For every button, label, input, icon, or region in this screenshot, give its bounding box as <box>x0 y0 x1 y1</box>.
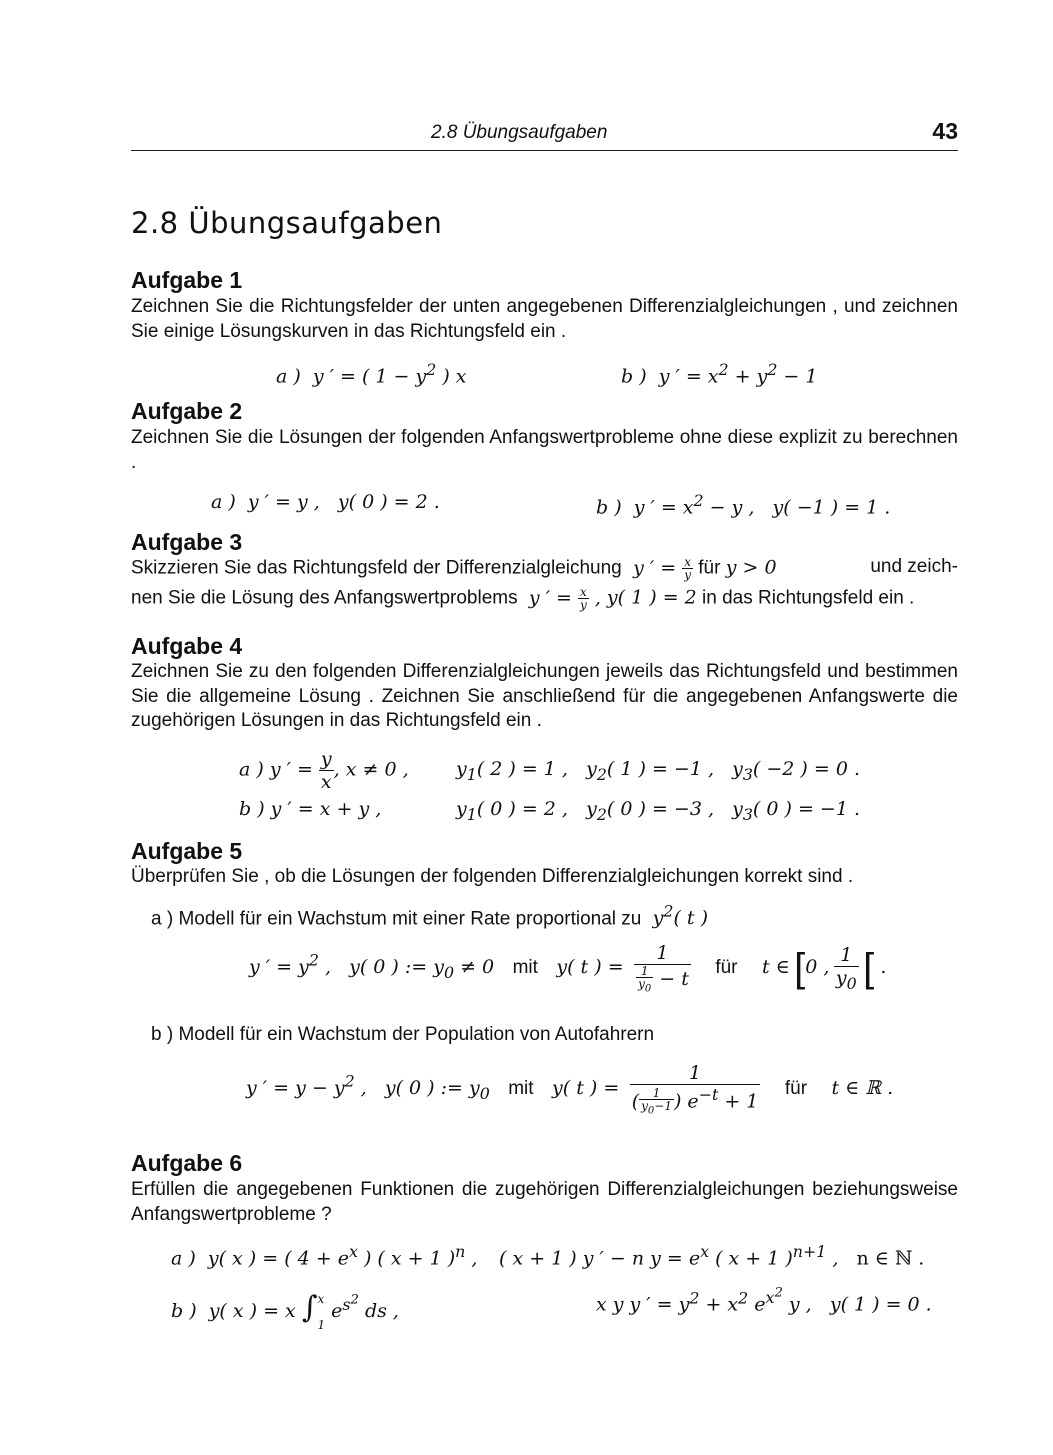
page-number: 43 <box>932 118 958 144</box>
exercise-6-title: Aufgabe 6 <box>131 1150 243 1176</box>
exercise-5-part-a-equation: y ′ = $y^2$ , y( 0 ) := $y_0 \ne 0$ mit y( t ) = 1 $\frac{1}{y_0}$ − t für t ∈ [0 , $\frac{1}{y_0}$ [ . <box>249 942 887 995</box>
exercise-1-eq-a: a ) y ′ = ( $1 - y^2$ ) x <box>276 360 467 388</box>
exercise-2-text: Zeichnen Sie die Lösungen der folgenden Anfangswertprobleme ohne diese explizit zu berechnen . <box>131 427 958 473</box>
exercise-5-text: Überprüfen Sie , ob die Lösungen der folgenden Differenzialgleichungen korrekt sind . <box>131 866 854 887</box>
exercise-3-line-2: nen Sie die Lösung des Anfangswertproblems y ′ = $\frac{x}{y}$ , y( 1 ) = 2 in das Richtungsfeld ein . <box>131 585 915 612</box>
exercise-3-text-2: für <box>698 557 721 579</box>
exercise-4-ics-a: $y_1$( 2 ) = 1 , $y_2$( 1 ) = −1 , $y_3( -2$ ) = 0 . <box>456 758 861 784</box>
exercise-5-part-a-label: a ) Modell für ein Wachstum mit einer Rate proportional zu $y^2$( t ) <box>151 902 709 930</box>
exercise-2-eq-b: b ) y ′ = $x^2 - y$ , y( −1 ) = 1 . <box>596 491 891 519</box>
exercise-4-eq-b: b ) y ′ = x + y , <box>239 798 382 820</box>
running-title: 2.8 Übungsaufgaben <box>431 122 608 143</box>
exercise-2-eq-a: a ) y ′ = y , y( 0 ) = 2 . <box>211 491 440 513</box>
exercise-1-text: Zeichnen Sie die Richtungsfelder der unten angegebenen Differenzialgleichungen , und zeichnen Sie einige Lösungskurven in das Richtungsfeld ein . <box>131 296 958 342</box>
running-header <box>131 118 958 151</box>
exercise-5-part-b-equation: y ′ = $y - y^2$ , y( 0 ) := $y_0$ mit y( t ) = 1 ( $\frac{1}{y_0-1}$ ) $e^{-t} + 1$ für t ∈ ℝ . <box>246 1062 894 1117</box>
section-title: 2.8 Übungsaufgaben <box>131 206 443 240</box>
exercise-6-eq-a-right: ( x + 1 ) y ′ − n $y = e^x$ ( x + 1 )$^{n+1}$ , n ∈ ℕ . <box>499 1242 925 1270</box>
exercise-3-title: Aufgabe 3 <box>131 529 243 555</box>
exercise-3-text-5: in das Richtungsfeld ein . <box>702 587 915 609</box>
exercise-2-title: Aufgabe 2 <box>131 398 243 424</box>
exercise-1-title: Aufgabe 1 <box>131 267 243 293</box>
exercise-5-title: Aufgabe 5 <box>131 838 243 864</box>
exercise-3-text-3: und zeich- <box>870 556 958 577</box>
exercise-3-text-4: nen Sie die Lösung des Anfangswertproblems <box>131 587 518 609</box>
exercise-6-text: Erfüllen die angegebenen Funktionen die zugehörigen Differenzialgleichungen beziehungsweise Anfangswertprobleme ? <box>131 1179 958 1225</box>
exercise-6-eq-b-right: x y y ′ = $y^2 + x^2$ $e^{x^2}$ y , y( 1 ) = 0 . <box>596 1286 932 1316</box>
exercise-3-initial-condition: y( 1 ) = 2 <box>606 586 697 609</box>
exercise-5-part-b-label: b ) Modell für ein Wachstum der Population von Autofahrern <box>151 1024 655 1045</box>
exercise-6-eq-a-left: a ) y( x ) = ( $4 + e^x$ ) ( x + 1 )$^n$ , <box>171 1242 478 1270</box>
exercise-3-line-1: Skizzieren Sie das Richtungsfeld der Differenzialgleichung y ′ = $\frac{x}{y}$ für y > 0 und zeich- <box>131 555 958 582</box>
exercise-6-eq-b-left: b ) y( x ) = x ∫ x 1 $e^{s^2}$ ds , <box>171 1290 399 1332</box>
exercise-4-ics-b: $y_1$( 0 ) = 2 , $y_2$( 0 ) = −3 , $y_3$( 0 ) = −1 . <box>456 798 861 824</box>
exercise-4-title: Aufgabe 4 <box>131 633 243 659</box>
exercise-4-text: Zeichnen Sie zu den folgenden Differenzialgleichungen jeweils das Richtungsfeld und bestimmen Sie die allgemeine Lösung . Zeichnen Sie anschließend für die angegebenen Anfangswerte die zugehörigen Lösungen in das Richtungsfeld ein . <box>131 661 958 731</box>
exercise-3-condition: y > 0 <box>725 556 777 579</box>
exercise-4-eq-a: a ) y ′ = $\frac{y}{x}$ , x ≠ 0 , <box>239 748 409 793</box>
exercise-1-eq-b: b ) y ′ = $x^2 + y^2 - 1$ <box>621 360 818 388</box>
exercise-3-text-1: Skizzieren Sie das Richtungsfeld der Differenzialgleichung <box>131 557 622 579</box>
